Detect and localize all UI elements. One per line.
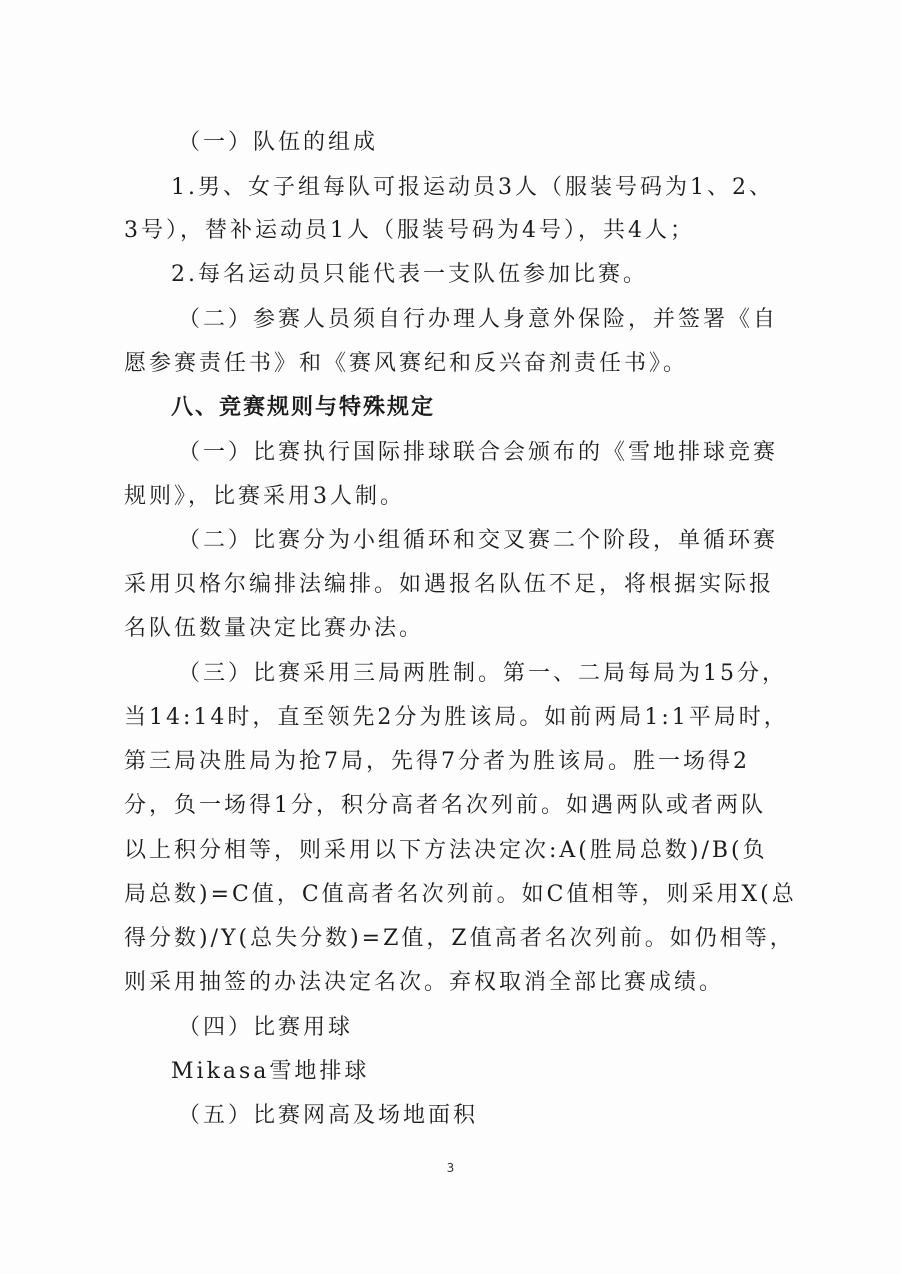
- body-line: 当14:14时，直至领先2分为胜该局。如前两局1:1平局时，: [124, 705, 789, 730]
- body-line: 则采用抽签的办法决定名次。弃权取消全部比赛成绩。: [124, 970, 725, 995]
- subsection-heading: （四）比赛用球: [178, 1015, 354, 1040]
- body-line: 规则》，比赛采用3人制。: [124, 484, 405, 509]
- body-line: 名队伍数量决定比赛办法。: [124, 616, 425, 641]
- body-line: 2.每名运动员只能代表一支队伍参加比赛。: [171, 262, 648, 287]
- body-line: Mikasa雪地排球: [171, 1059, 370, 1084]
- body-line: 分，负一场得1分，积分高者名次列前。如遇两队或者两队: [124, 793, 766, 818]
- body-line: 采用贝格尔编排法编排。如遇报名队伍不足，将根据实际报: [124, 572, 775, 597]
- body-line: （一）比赛执行国际排球联合会颁布的《雪地排球竞赛: [178, 440, 779, 465]
- body-line: 以上积分相等，则采用以下方法决定次:A(胜局总数)/B(负: [124, 838, 768, 863]
- body-line: 局总数)=C值，C值高者名次列前。如C值相等，则采用X(总: [124, 882, 797, 907]
- body-line: 得分数)/Y(总失分数)=Z值，Z值高者名次列前。如仍相等，: [124, 926, 795, 951]
- subsection-heading: （一）队伍的组成: [178, 130, 379, 155]
- body-line: （二）参赛人员须自行办理人身意外保险，并签署《自: [178, 307, 779, 332]
- body-line: （三）比赛采用三局两胜制。第一、二局每局为15分，: [178, 661, 787, 686]
- body-line: 1.男、女子组每队可报运动员3人（服装号码为1、2、: [171, 175, 774, 200]
- section-heading: 八、竞赛规则与特殊规定: [171, 395, 436, 420]
- body-line: 3号），替补运动员1人（服装号码为4号），共4人；: [124, 218, 695, 243]
- subsection-heading: （五）比赛网高及场地面积: [178, 1103, 479, 1128]
- body-line: 愿参赛责任书》和《赛风赛纪和反兴奋剂责任书》。: [124, 351, 689, 376]
- page-number: 3: [446, 1161, 455, 1175]
- body-line: （二）比赛分为小组循环和交叉赛二个阶段，单循环赛: [178, 528, 779, 553]
- body-line: 第三局决胜局为抢7局，先得7分者为胜该局。胜一场得2: [124, 749, 750, 774]
